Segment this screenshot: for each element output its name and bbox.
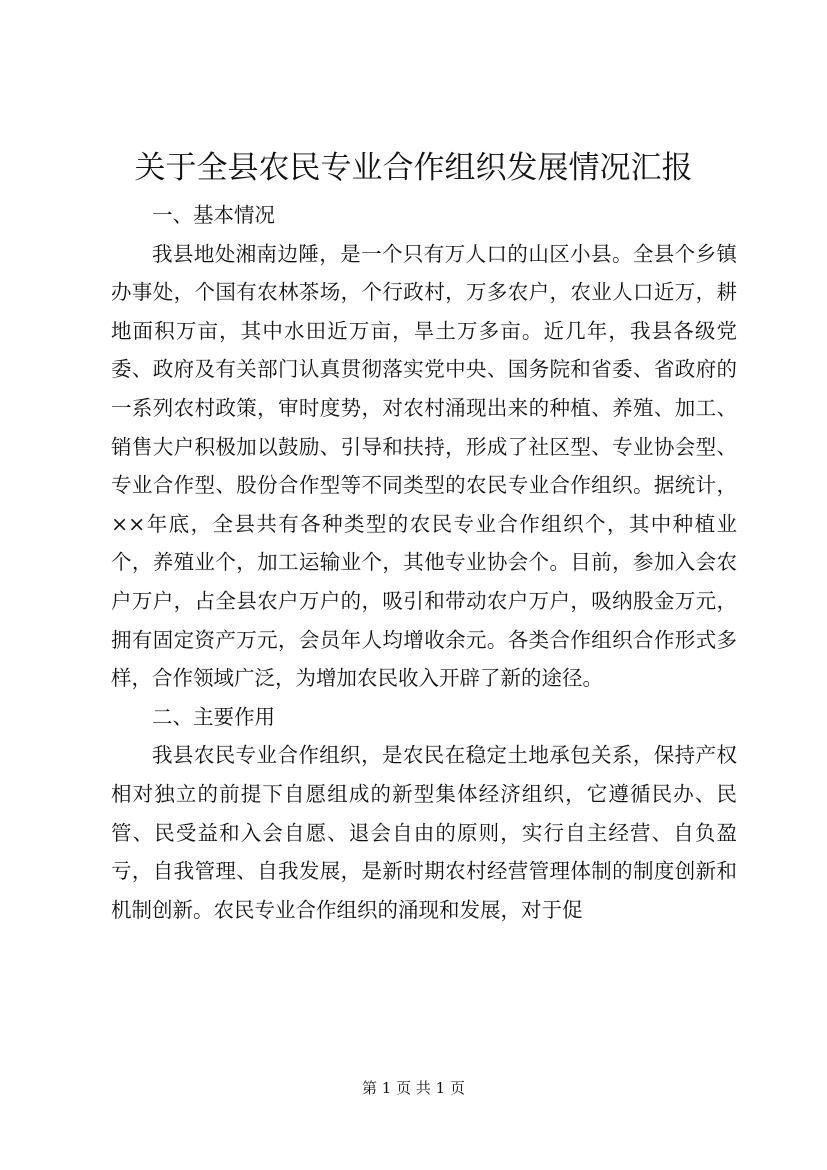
document-body bbox=[111, 196, 737, 929]
paragraph-main-role: 我县农民专业合作组织，是农民在稳定土地承包关系，保持产权相对独立的前提下自愿组成的新型集体经济组织，它遵循民办、民管、民受益和入会自愿、退会自由的原则，实行自主经营、自负盈亏，自我管理、自我发展，是新时期农村经营管理体制的制度创新和机制创新。农民专业合作组织的涌现和发展，对于促 bbox=[111, 743, 737, 922]
section-heading-basic-situation: 一、基本情况 bbox=[152, 203, 275, 227]
page-number: 第 1 页 共 1 页 bbox=[362, 1079, 465, 1097]
section-heading-main-role: 二、主要作用 bbox=[152, 704, 275, 729]
document-title: 关于全县农民专业合作组织发展情况汇报 bbox=[134, 150, 693, 186]
paragraph-basic-situation: 我县地处湘南边陲，是一个只有万人口的山区小县。全县个乡镇办事处，个国有农林茶场，个行政村，万多农户，农业人口近万，耕地面积万亩，其中水田近万亩，旱土万多亩。近几年，我县各级党委、政府及有关部门认真贯彻落实党中央、国务院和省委、省政府的一系列农村政策，审时度势，对农村涌现出来的种植、养殖、加工、销售大户积极加以鼓励、引导和扶持，形成了社区型、专业协会型、专业合作型、股份合作型等不同类型的农民专业合作组织。据统计，××年底，全县共有各种类型的农民专业合作组织个，其中种植业个，养殖业个，加工运输业个，其他专业协会个。目前，参加入会农户万户，占全县农户万户的，吸引和带动农户万户，吸纳股金万元，拥有固定资产万元，会员年人均增收余元。各类合作组织合作形式多样，合作领域广泛，为增加农民收入开辟了新的途径。 bbox=[111, 241, 737, 691]
